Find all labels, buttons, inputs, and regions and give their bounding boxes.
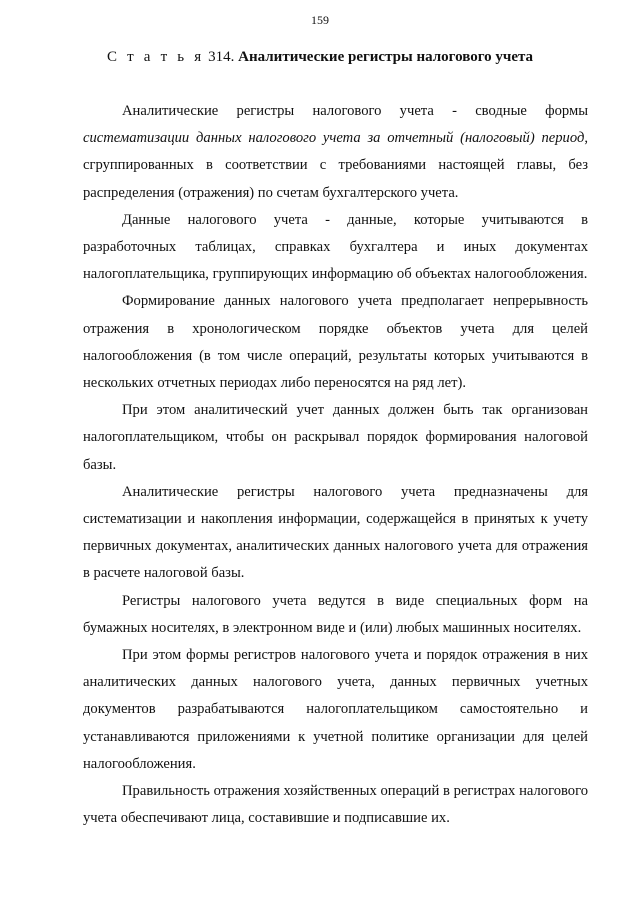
text-run: При этом формы регистров налогового учета и порядок отражения в них аналитических данных налогового учета, данных первичных учетных документов разрабатываются налогоплательщиком самостоятельно и устанавливаются приложениями к учетной политике организации для целей налогообложения. — [83, 647, 588, 772]
article-heading: Аналитические регистры налогового учета — [238, 49, 534, 65]
paragraph — [83, 642, 588, 778]
paragraph — [83, 778, 588, 832]
paragraph — [83, 479, 588, 588]
text-run: Регистры налогового учета ведутся в виде специальных форм на бумажных носителях, в электронном виде и (или) любых машинных носителях. — [83, 592, 588, 636]
paragraph — [83, 207, 588, 289]
paragraph — [83, 588, 588, 642]
article-number: 314. — [208, 49, 235, 65]
text-run-italic: систематизации данных налогового учета за отчетный (налоговый) период — [83, 130, 585, 147]
article-body — [83, 98, 588, 832]
text-run: , сгруппированных в соответствии с требованиями настоящей главы, без распределения (отражения) по счетам бухгалтерского учета. — [83, 130, 588, 201]
text-run: Аналитические регистры налогового учета предназначены для систематизации и накопления информации, содержащейся в принятых к учету первичных документах, аналитических данных налогового учета для отражения в расчете налоговой базы. — [83, 483, 588, 582]
text-run: Правильность отражения хозяйственных операций в регистрах налогового учета обеспечивают лица, составившие и подписавшие их. — [83, 783, 588, 827]
page-number: 159 — [311, 13, 329, 27]
paragraph — [83, 397, 588, 479]
text-run: Формирование данных налогового учета предполагает непрерывность отражения в хронологическом порядке объектов учета для целей налогообложения (в том числе операций, результаты которых учитываются в нескольких отчетных периодах либо переносятся на ряд лет). — [83, 293, 588, 392]
text-run: Данные налогового учета - данные, которые учитываются в разработочных таблицах, справках бухгалтера и иных документах налогоплательщика, группирующих информацию об объектах налогообложения. — [83, 211, 588, 283]
paragraph — [83, 288, 588, 397]
text-run: Аналитические регистры налогового учета - сводные формы — [122, 103, 588, 119]
article-title — [0, 47, 640, 67]
text-run: При этом аналитический учет данных должен быть так организован налогоплательщиком, чтобы он раскрывал порядок формирования налоговой базы. — [83, 402, 588, 473]
paragraph — [83, 98, 588, 207]
article-label: С т а т ь я — [106, 49, 205, 65]
